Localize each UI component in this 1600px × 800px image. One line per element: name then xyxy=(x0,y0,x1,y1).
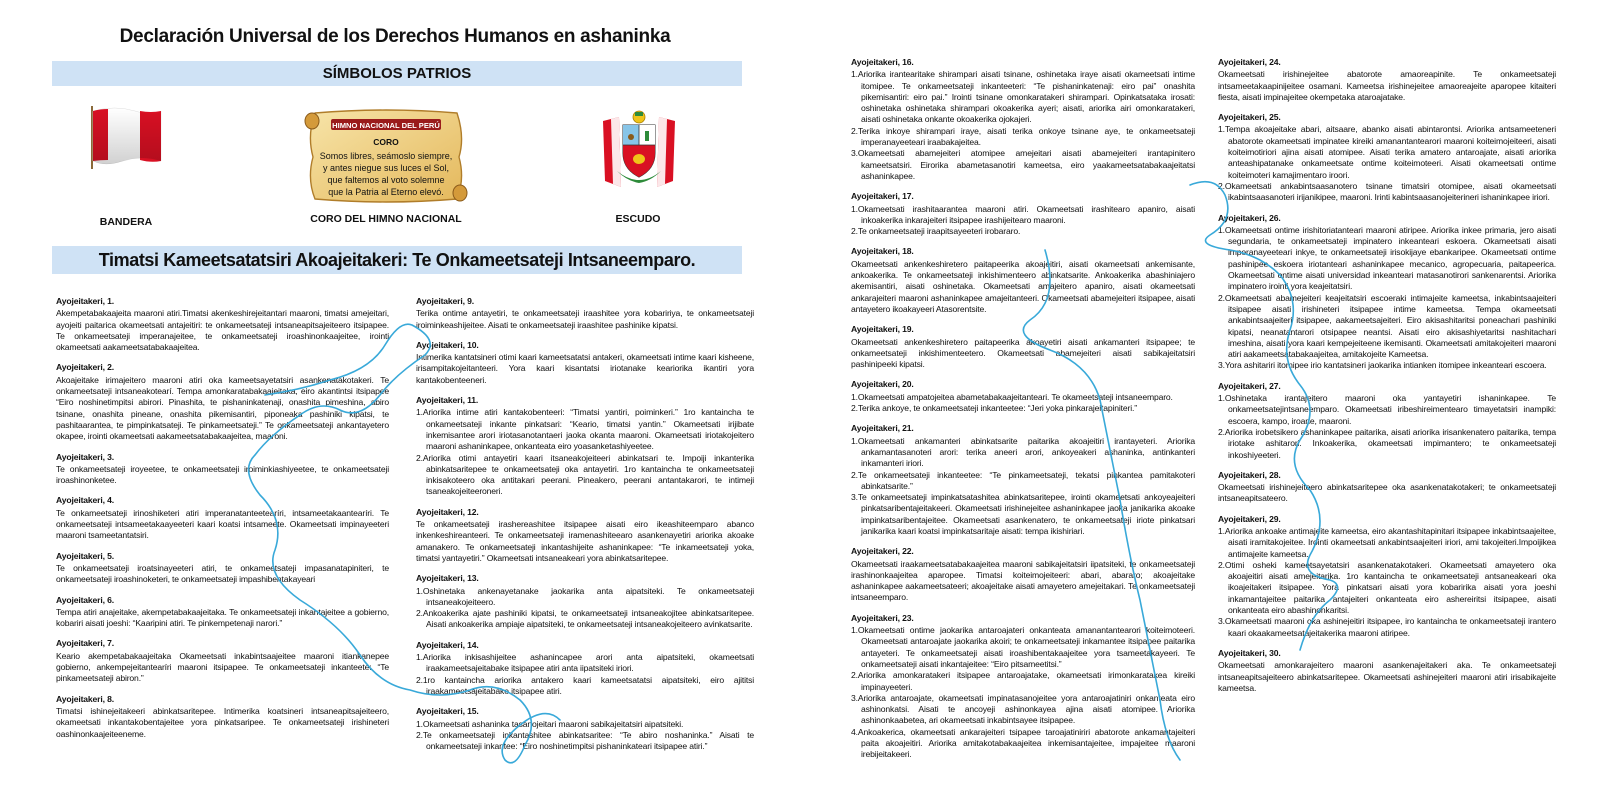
article-text: 2.Ariorika irobetsikero ashaninkapee paitarika, aisati ariorika irisankenatero paitarika, tempa iriotake ashitarori. Inkoakerika, okameetsati impimantero; te onkameetsateji inkoshiyeeteri. xyxy=(1218,426,1556,460)
flag-label: BANDERA xyxy=(99,216,153,228)
article-text: 1.Okameetsati ontime irishitoriatanteari maaroni atiripee. Ariorika inkee primaria, jero aisati segundaria, te onkameetsateji impinatero inkeanteari eskoera. Okameetsati aisati imperanayeeteari inkye, te onkameetsateji irisokijaye ebankaripee. Okameetsati ontime pashinipee eskoera iriotanteari ashaninkapee mecanico, agropecuaria, paitapeerica. Okameetsati ontime aisati universidad inkeanteari matasanotirori sankenarentsi. Ariorika impinatero irointi yora keajeitatsiri. xyxy=(1218,224,1556,292)
article-text: Okameetsati irishinejeitee abatorote amaoreapinite. Te onkameetsateji intsameetakaapinijeitee osamani. Kameetsa irishinejeitee amaoreajeite aparopee kitaiteri fiesta, aisati impinajeitee okempetaka ataroajatake. xyxy=(1218,69,1556,102)
anthem-coro: CORO xyxy=(373,137,399,147)
article-text: 3.Te onkameetsateji impinkatsatashitea abinkatsaritepee, irointi okameetsati ankoyeajeiteri pinkatsaribentajeitakeeri. Okameetsati irishinejeitee ashaninkapee jaoka janikarika akoake impinkatsaribentajeitee. Okameetsati asankenatero, te onkameetsateji iriote pinkatsari janikarika kaari koatsi impinkatsaritaje aisati: tempa ikishiriari. xyxy=(851,492,1195,536)
article xyxy=(416,395,754,498)
article-text: 3.Okameetsati abamejeiteri atomipee amejeitari aisati abamejeiteri irantapinitero kameetsatsiri. Eirorika abametasanotiri kameetsa, eiro yaakameetsatabakaajeitatsi ashaninkapee. xyxy=(851,148,1195,181)
article-title: Ayojeitakeri, 25. xyxy=(1218,112,1281,123)
article-text: Akoajeitake irimajeitero maaroni atiri oka kameetsayetatsiri asankenatakotakeri. Te onkameetsateji intsaneakotearí. Tempa amonkaratabakaajeitaka, eiro akantintsi itsipapee “Eiro noshinetimpitsi abirori. Pinashita, te pishaninkatenaji, onashita pimeshina, abiro tsinane, onashita pineane, onashita pikemisantiri, piponeaka pashiniki kipatsi, te pashitaarantea, te pimpinkatsateji. Te pinkameetsateji.” Te onkameetsateji ankantayetero okapee, irointi okameetsati aakameetsatabakaajeitea, maaroni. xyxy=(56,374,389,442)
article-text: 2.1ro kantaincha ariorika antakero kaari kameetsatatsi aipatsiteki, eiro ajititsi iraakameetsajeitabake itsipapee atiri. xyxy=(416,674,754,696)
article-text: Okameetsati ankenkeshiretero paitapeerika akoayetiri aisati ankamanteri itsipapee; te onkameetsateji inkishimenteetero. Okameetsati abamejeiteri aisati sabikajeitatsiri pashinipeeki kipatsi. xyxy=(851,336,1195,370)
article-text: 1.Ariorika irantearitake shirampari aisati tsinane, oshinetaka iraye aisati okameetsati intime itomipee. Te onkameetsateji inkanteeteri: “Te pishaninkatenaji: eiro pai” onashita pikemisantiri: eiro pai.” Irointi tsinane omonkaratakeri shirampari. Opinkatsataka irosati: oshinetaka oshinetaka shirampari okoakerika ayeri; aisati, ariorika airi omonkaratakeri, aisati oshinetaka onkante okoakerika ojokajeri. xyxy=(851,69,1195,125)
article xyxy=(851,324,1195,370)
article-title: Ayojeitakeri, 18. xyxy=(851,246,914,257)
article xyxy=(56,296,389,353)
article-title: Ayojeitakeri, 10. xyxy=(416,339,479,350)
article-title: Ayojeitakeri, 30. xyxy=(1218,647,1281,658)
article-text: 1.Okameetsati ontime jaokarika antaroajateri onkanteata amanantantearori koiteimoteeri. Okameetsati antaroajate jaokarika akoiri; te onkameetsateji inkamantee itsipapee paitarika antayeteri. Te onkameetsateji aisati iroashibentakaajeitee yora tsameetakayeeri. Te onkameetsateji aisati inkantajeitee: “Eiro pitsameetitsi.” xyxy=(851,625,1195,669)
article-title: Ayojeitakeri, 14. xyxy=(416,639,479,650)
article-text: 1.Ariorika intime atiri kantakobenteeri: “Timatsi yantiri, poiminkeri.” 1ro kantaincha te onkameetsateji inkante pinkatsari: “Keario, timatsi yantin.” Okameetsati irijibate inkemisantee arori iriotasanotantaeri jaoka okanta maaroni. Okameetsati iriotakojeitero maaroni ashaninkapee, onkanteata eiro yoasanketashiyeetee. xyxy=(416,407,754,452)
article-text: 2.Terika ankoye, te onkameetsateji inkanteetee: “Jeri yoka pinkarajeitapiniteri.” xyxy=(851,403,1137,414)
article-text: 1.Ariorika inkisashijeitee ashanincapee arori anta aipatsiteki, okameetsati iraakameetsajeitabake itsipapee atiri anta iipatsiteki iriori. xyxy=(416,652,754,674)
article-text: 2.Okameetsati ankabintsaasanotero tsinane timatsiri otomipee, aisati okameetsati ikabintsaasanoteri irijanikipee, maaroni. Irinti kabintsaasanojeiterineri ishaninkapee iriori. xyxy=(1218,180,1556,203)
article-title: Ayojeitakeri, 26. xyxy=(1218,212,1281,223)
article-text: 1.Tempa akoajeitake abari, aitsaare, abanko aisati abintarontsi. Ariorika antsameeteneri abatorote okameetsati impinatee kireiki amanantantearori maaroni koiteimojeiteeri, aisati koiteimotiriori ajina aisati atomipee. Aisati terika amatero antaroajate, aisati ariorika anteashipatanake onkameetsate ontime koiteimoteeri. Aisati okameetsati ontime koiteimoteri kamajimentaro iroori. xyxy=(1218,124,1556,180)
anthem-scroll xyxy=(303,107,469,205)
article xyxy=(851,191,1195,237)
page-title: Declaración Universal de los Derechos Humanos en ashaninka xyxy=(119,26,671,47)
anthem-line-2: y antes niegue sus luces el Sol, xyxy=(322,163,450,173)
article-title: Ayojeitakeri, 12. xyxy=(416,506,479,517)
article xyxy=(851,613,1195,761)
article-title: Ayojeitakeri, 17. xyxy=(851,191,914,202)
article xyxy=(1218,381,1556,461)
article-text: Te onkameetsateji irinoshiketeri atiri imperanatanteetearíri, intsameetakaantearíri. Te onkameetsateji intsameetakaayeeteri kaari koatsi intsameete. Okameetsati impinayeeteri maaroni tsameetantatsiri. xyxy=(56,507,389,541)
article-text: 1.Okameetsati ankamanteri abinkatsarite paitarika akoajeitiri irantayeteri. Ariorika ankamantasanoteri arori: terika aneeri arori, ankoyeakeri ashaninka, antinkanteri inkamanteri iriori. xyxy=(851,435,1195,469)
article-title: Ayojeitakeri, 15. xyxy=(416,706,479,717)
anthem-line-3: que faltemos al voto solemne xyxy=(327,175,445,185)
anthem-line-4: que la Patria al Eterno elevó. xyxy=(328,187,444,197)
article-text: 2.Terika inkoye shirampari iraye, aisati terika onkoye tsinane aye, te onkameetsateji imperanayeeteari iraabakajeitea. xyxy=(851,125,1195,148)
article-text: Terika ontime antayetiri, te onkameetsateji iraashitee yora kobaririya, te onkameetsateji iroiminkeashijeitee. Aisati te onkameetsateji iraashitee pashinike kipatsi. xyxy=(416,308,754,330)
article xyxy=(1218,57,1556,103)
article-title: Ayojeitakeri, 8. xyxy=(56,693,114,704)
article xyxy=(416,573,754,630)
article-title: Ayojeitakeri, 3. xyxy=(56,451,114,462)
article-text: 2.Te onkameetsateji inkantashitee abinkatsaritee: “Te abiro noshaninka.” Aisati te onkameetsateji inkantee: “Eiro noshinetimpitsi pishaninkateari itsipapee atiri.” xyxy=(416,729,754,752)
article-title: Ayojeitakeri, 1. xyxy=(56,296,114,306)
article xyxy=(56,694,389,740)
article xyxy=(1218,470,1556,505)
article-title: Ayojeitakeri, 23. xyxy=(851,612,914,623)
article xyxy=(56,551,389,586)
article-text: Tempa atiri anajeitake, akempetabakaajeitaka. Te onkameetsateji inkantajeitee a gobierno, kobariri aisati joeshi: “Kaaripini atiri. Te pinkempetenaji narori.” xyxy=(56,606,389,629)
article xyxy=(851,546,1195,603)
article-title: Ayojeitakeri, 11. xyxy=(416,395,479,406)
article xyxy=(851,246,1195,315)
article xyxy=(851,57,1195,182)
article xyxy=(56,595,389,630)
article-text: 2.Ariorika amonkaratakeri itsipapee antaroajatake, okameetsati irimonkaratakea kireiki impinayeeteri. xyxy=(851,670,1195,692)
article xyxy=(851,379,1195,414)
article-title: Ayojeitakeri, 9. xyxy=(416,296,474,306)
article-text: Intimerika kantatsineri otimi kaari kameetsatatsi antakeri, okameetsati intime kaari kisheene, irisampitakojeitanteeri. Yora kaari kisantatsi iriotanake keariorika ikantiri yora kantakobenteeneri. xyxy=(416,352,754,385)
article-text: 1.Ariorika ankoake antimajeite kameetsa, eiro akantashitapinitari itsipapee inkabintsaajeitee, aisati iramitakojeitee. Irointi okameetsati ankabintsaajeiteri iriori, ami takojeiteri.Impoijikea antimajeite kameetsa. xyxy=(1218,525,1556,559)
article-text: 2.Otimi osheki kameetsayetatsiri asankenatakotakeri. Okameetsati amayetero oka akoajeitiri aisati amejeitarika. 1ro kantaincha te onkameetsateji antsaneakeari oka ikoajeitakeri itsipapee. Yora pinkatsari aisati yora kobaririka aisati yora joeshi inkamantajeitee paitarika antajeiteri onkanteata eiro ashereiritsi itsipapee, aisati onkanteata eiro abashinonkaritsi. xyxy=(1218,559,1556,616)
article-text: 1.Oshinetaka irantajeitero maaroni oka yantayetiri ishaninkapee. Te onkameetsatejintsaneemparo. Okameetsati iribeshireimentearo timayetatsiri inampiki: escoera, kampo, iroane, maaroni. xyxy=(1218,393,1556,426)
article-text: Timatsi ishinejeitakeeri abinkatsaritepee. Intimerika koatsineri intsaneapitsajeiteero, okameetsati inkantakobentajeitee yora pinkatsaripee. Te onkameetsateji irishineteri oashinonkaajeiteeneme. xyxy=(56,705,389,739)
article-text: Te onkameetsateji irashereashitee itsipapee aisati eiro ikeashiteemparo abanco inkenkeshireanteeri. Te onkameetsateji iramenashiteearo asankenayetiri ariorika akoake amanakero. Te onkameetsateji inkantashijeite ashaninkapee: “Te inkameetsateji yoka, timatsi yantayetiri.” Okameetsati intsaneakeari yora abinkatsaritepee. xyxy=(416,519,754,563)
article xyxy=(56,495,389,541)
article-text: 4.Ankoakerica, okameetsati ankarajeiteri tsipapee taroajatiniriri abatorote ankamantajeiteri paita akoajeitiri. Ariorika amitakotabakaajeitea inkemisantajeitee, impajeitee maaroni irebijeitakeeri. xyxy=(851,726,1195,760)
article xyxy=(416,640,754,697)
article-text: Te onkameetsateji iroatsinayeeteri atiri, te onkameetsateji impasanatapiniteri, te onkameetsateji iroashinoketeri, te onkameetsateji impashibentakayeari xyxy=(56,562,389,585)
column-4 xyxy=(1218,57,1556,703)
article-text: 1.Oshinetaka ankenayetanake jaokarika anta aipatsiteki. Te onkameetsateji intsaneakojeiteero. xyxy=(416,585,754,607)
article xyxy=(56,452,389,487)
column-1 xyxy=(56,296,389,749)
article-title: Ayojeitakeri, 27. xyxy=(1218,380,1281,391)
article xyxy=(1218,213,1556,372)
shield-label: ESCUDO xyxy=(615,213,661,225)
article-text: 3.Okameetsati maaroni oka ashinejeitiri itsipapee, iro kantaincha te onkameetsateji irantero kaari okaakameetsatajeitakerika maaroni atiripee. xyxy=(1218,616,1556,638)
article-title: Ayojeitakeri, 4. xyxy=(56,495,114,506)
article-title: Ayojeitakeri, 7. xyxy=(56,638,114,649)
article-text: 1.Okameetsati ampatojeitea abametabakaajeitanteari. Te okameetsateji intsaneemparo. xyxy=(851,391,1173,402)
column-2 xyxy=(416,296,754,761)
article-title: Ayojeitakeri, 19. xyxy=(851,324,914,335)
article-title: Ayojeitakeri, 24. xyxy=(1218,57,1281,67)
article-text: 2.Ankoakerika ajate pashiniki kipatsi, te onkameetsateji intsaneakojitee abinkatsaritepee. Aisati ankoakerika ampiaje aipatsiteki, te onkameetsateji intsaneakojeiteero avinkatsarite. xyxy=(416,608,754,630)
article-text: 3.Yora ashitariri itomipee irio kantatsineri jaokarika intianken itomipee inkeanteari escoera. xyxy=(1218,360,1547,371)
article xyxy=(1218,648,1556,694)
article xyxy=(1218,112,1556,203)
article-text: Keario akempetabakaajeitaka Okameetsati inkabintsaajeitee maaroni itiankanepee gobierno, ankempejeitantearíri maaroni itsipapee. Te onkameetsateji inkanteete: “Te pinkameetsateji abiron.” xyxy=(56,650,389,684)
article xyxy=(416,296,754,331)
article-text: 1.Okameetsati ashaninka tasanojeitari maaroni sabikajeitatsiri aipatsiteki. xyxy=(416,718,684,729)
article-title: Ayojeitakeri, 29. xyxy=(1218,513,1281,524)
article-title: Ayojeitakeri, 16. xyxy=(851,57,914,67)
article xyxy=(56,362,389,442)
article-title: Ayojeitakeri, 21. xyxy=(851,423,914,434)
article-text: Okameetsati amonkarajeitero maaroni asankenajeitakeri aka. Te onkameetsateji intsaneapitsajeiteero abinkatsaritepee. Okameetsati ashinejeiteri maaroni atiri irisabikajeite kameetsa. xyxy=(1218,660,1556,693)
symbols-band: SÍMBOLOS PATRIOS xyxy=(52,61,742,86)
flag-figure xyxy=(85,103,165,169)
article-text: Te onkameetsateji iroyeetee, te onkameetsateji iroiminkiashiyeetee, te onkameetsateji iroashinonketee. xyxy=(56,463,389,486)
coat-of-arms-icon xyxy=(599,107,679,199)
article xyxy=(56,638,389,684)
article xyxy=(416,507,754,564)
shield-figure xyxy=(599,107,679,199)
article-text: 2.Okameetsati abamejeiteri keajeitatsiri escoeraki intimajeite kameetsa, inkabintsaajeiteri itsipapee aisati irishineteri itsipapee intime kameetsa. Tempa okameetsati ankabintsaajeiteri itsipapee, aakameetsajeiteri. Eiro akisashitaritsi poneachari pashiniki kipatsi, neanatantarori otsipapee neantsi. Aisati eiro akisashiyetaritsi nashitachari imeshina, aisati yora kaari kempejeiteene ikemisanti. Okameetsati amitakojeiteri maaroni atiri aakameetsatabakaajeitea, amitakojeite Kameetsa. xyxy=(1218,292,1556,360)
article-text: 1.Okameetsati irashitaarantea maaroni atiri. Okameetsati irashitearo apaniro, aisati inkoakerika inkarajeiteri itsipapee irashijeitearo maaroni. xyxy=(851,203,1195,225)
article-title: Ayojeitakeri, 13. xyxy=(416,573,479,584)
anthem-label: CORO DEL HIMNO NACIONAL xyxy=(310,213,462,225)
subtitle-band: Timatsi Kameetsatatsiri Akoajeitakeri: Te Onkameetsateji Intsaneemparo. xyxy=(52,246,742,274)
column-3 xyxy=(851,57,1195,770)
article xyxy=(851,423,1195,537)
article-text: 2.Ariorika otimi antayetiri kaari itsaneakojeiteeri abinkatsari te. Impoiji inkanterika abinkatsaritepee te onkameetsateji oka antayetiri. 1ro kantaincha te onkameetsateji inkisakoteero oka antitakari peerani. Pineakero, peerani antantakarori, te intimeji tsaneakojeiteeroneri. xyxy=(416,452,754,497)
article-title: Ayojeitakeri, 22. xyxy=(851,546,914,557)
article xyxy=(1218,514,1556,639)
article xyxy=(416,706,754,752)
article-title: Ayojeitakeri, 5. xyxy=(56,550,114,561)
article xyxy=(416,340,754,386)
anthem-line-1: Somos libres, seámoslo siempre, xyxy=(319,151,453,161)
article-text: Akempetabakaajeita maaroni atiri.Timatsi akenkeshirejeitantari maaroni, timatsi amejeitari, ayojeiti paitarica okameetsati antajeitiri: te onkameetsateji intsaneapitsajeiteero itsipapee. Te onkameetsateji imperanajeitee, te onkameetsateji iroashinonkaajeitee, irointi okameetsati aakameetsatabakaajeitea. xyxy=(56,308,389,353)
article-text: 2.Te onkameetsateji inkanteetee: “Te pinkameetsateji, tekatsi pinkantea pamitakoteri abinkatsarite.” xyxy=(851,469,1195,491)
article-title: Ayojeitakeri, 28. xyxy=(1218,469,1281,480)
peru-flag-icon xyxy=(85,103,165,169)
article-title: Ayojeitakeri, 20. xyxy=(851,379,914,390)
article-text: Okameetsati iraakameetsatabakaajeitea maaroni sabikajeitatsiri iipatsiteki, te onkameetsateji irashinonkaajeitea aparopee. Timatsi koiteimojeiteeri: abari, abararo; akoajeitake ashaninkapee aakameetsateeri; akoajeitake aisati amayetero amejeitakari. Te onkameetsateji intsaneemparo. xyxy=(851,558,1195,603)
article-title: Ayojeitakeri, 2. xyxy=(56,362,114,373)
anthem-title: HIMNO NACIONAL DEL PERÚ xyxy=(332,121,440,130)
article-text: 2.Te onkameetsateji iraapitsayeeteri irobararo. xyxy=(851,226,1021,237)
article-text: 3.Ariorika antaroajate, okameetsati impinatasanojeitee yora antaroajatiniri onkanteata eiro ashinonkatsi. Aisati te ancoyeji ashinonkayea ajina aisati atomipee. Ariorika ashinonkaabetea, ari okameetsati inkabintsayee itsipapee. xyxy=(851,692,1195,726)
article-text: Okameetsati ankenkeshiretero paitapeerika akoajeitiri, aisati okameetsati ankemisante, ankoakerika. Te onkameetsateji inkishimenteero abinkatsarite. Ankoakerika abashiniajero akemisantiri, aisati oshinetaka. Okameetsati amajeitero apaniro, aisati okameetsati ankarajeiteri maaroni ashaninkapee amajeitanteeri. Okameetsati abamejeiteri itsipapee, aisati antayetero ikoakayeeri Atasorentsite. xyxy=(851,258,1195,314)
article-text: Okameetsati irishinejeiteero abinkatsaritepee oka asankenatakotakeri; te onkameetsateji intsaneapitsateero. xyxy=(1218,482,1556,504)
article-title: Ayojeitakeri, 6. xyxy=(56,594,114,605)
